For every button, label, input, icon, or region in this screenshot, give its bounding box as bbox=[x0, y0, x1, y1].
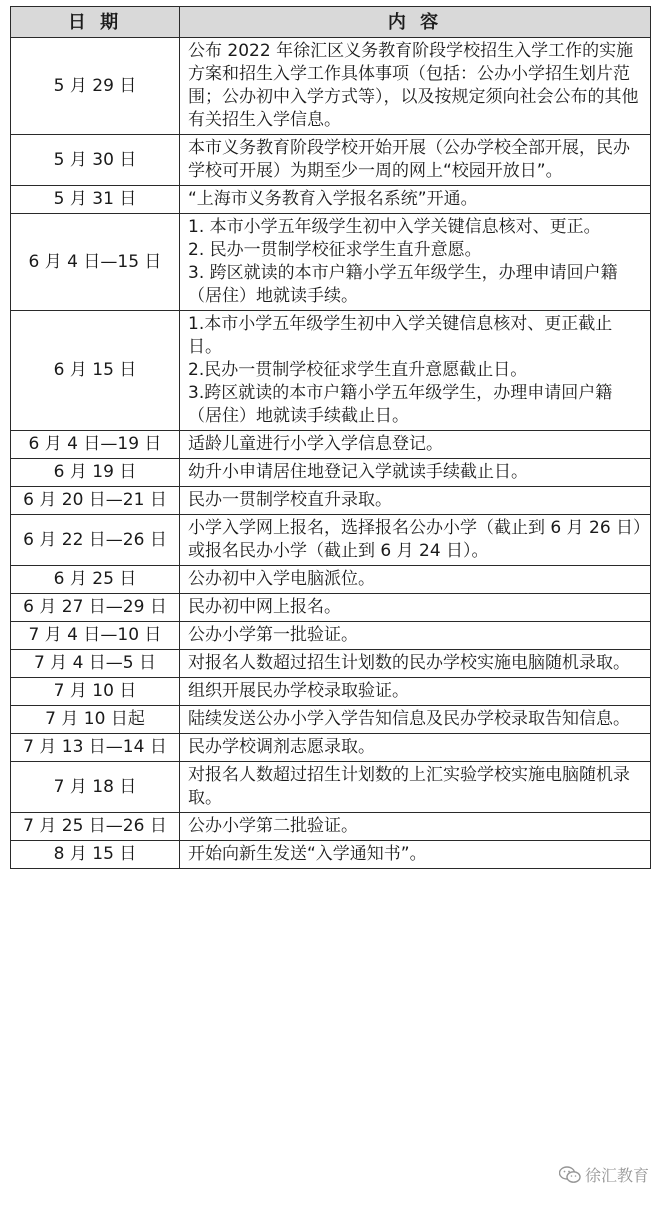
content-line: 2.民办一贯制学校征求学生直升意愿截止日。 bbox=[188, 360, 528, 380]
content-line: 小学入学网上报名，选择报名公办小学（截止到 6 月 26 日）或报名民办小学（截止到 6 月 24 日）。 bbox=[188, 518, 642, 561]
table-row bbox=[11, 762, 651, 813]
date-cell: 6 月 25 日 bbox=[11, 566, 180, 594]
table-row bbox=[11, 566, 651, 594]
date-cell: 6 月 19 日 bbox=[11, 459, 180, 487]
table-row bbox=[11, 186, 651, 214]
table-row bbox=[11, 678, 651, 706]
content-line: 2. 民办一贯制学校征求学生直升意愿。 bbox=[188, 240, 482, 260]
content-line: “上海市义务教育入学报名系统”开通。 bbox=[188, 189, 478, 209]
content-line: 3. 跨区就读的本市户籍小学五年级学生，办理申请回户籍（居住）地就读手续。 bbox=[188, 263, 618, 306]
watermark bbox=[559, 1163, 649, 1186]
content-line: 本市义务教育阶段学校开始开展（公办学校全部开展，民办学校可开展）为期至少一周的网上“校园开放日”。 bbox=[188, 138, 630, 181]
content-line: 民办初中网上报名。 bbox=[188, 597, 341, 617]
table-row bbox=[11, 311, 651, 431]
table-row bbox=[11, 594, 651, 622]
date-cell: 6 月 4 日—19 日 bbox=[11, 431, 180, 459]
content-cell bbox=[180, 135, 651, 186]
content-cell bbox=[180, 622, 651, 650]
enrollment-schedule-table bbox=[10, 6, 651, 869]
content-line: 幼升小申请居住地登记入学就读手续截止日。 bbox=[188, 462, 528, 482]
content-line: 公办小学第一批验证。 bbox=[188, 625, 358, 645]
table-row bbox=[11, 813, 651, 841]
content-line: 民办学校调剂志愿录取。 bbox=[188, 737, 375, 757]
date-cell: 7 月 18 日 bbox=[11, 762, 180, 813]
content-line: 对报名人数超过招生计划数的上汇实验学校实施电脑随机录取。 bbox=[188, 765, 630, 808]
table-row bbox=[11, 622, 651, 650]
content-cell bbox=[180, 762, 651, 813]
date-cell: 5 月 29 日 bbox=[11, 38, 180, 135]
date-cell: 7 月 10 日起 bbox=[11, 706, 180, 734]
content-cell bbox=[180, 38, 651, 135]
wechat-icon bbox=[559, 1166, 581, 1184]
date-cell: 7 月 4 日—10 日 bbox=[11, 622, 180, 650]
watermark-text: 徐汇教育 bbox=[584, 1166, 649, 1185]
content-line: 陆续发送公办小学入学告知信息及民办学校录取告知信息。 bbox=[188, 709, 630, 729]
table-row bbox=[11, 214, 651, 311]
content-line: 开始向新生发送“入学通知书”。 bbox=[188, 844, 427, 864]
table-row bbox=[11, 431, 651, 459]
date-cell: 7 月 13 日—14 日 bbox=[11, 734, 180, 762]
content-line: 1.本市小学五年级学生初中入学关键信息核对、更正截止日。 bbox=[188, 314, 613, 357]
date-cell: 6 月 15 日 bbox=[11, 311, 180, 431]
content-cell bbox=[180, 566, 651, 594]
date-cell: 6 月 4 日—15 日 bbox=[11, 214, 180, 311]
table-row bbox=[11, 38, 651, 135]
date-cell: 7 月 10 日 bbox=[11, 678, 180, 706]
table-row bbox=[11, 459, 651, 487]
content-cell bbox=[180, 459, 651, 487]
content-column-header: 内 容 bbox=[180, 7, 651, 38]
date-cell: 5 月 30 日 bbox=[11, 135, 180, 186]
content-line: 适龄儿童进行小学入学信息登记。 bbox=[188, 434, 443, 454]
table-row bbox=[11, 650, 651, 678]
table-row bbox=[11, 841, 651, 869]
content-cell bbox=[180, 650, 651, 678]
content-line: 对报名人数超过招生计划数的民办学校实施电脑随机录取。 bbox=[188, 653, 630, 673]
table-row bbox=[11, 515, 651, 566]
content-cell bbox=[180, 594, 651, 622]
content-cell bbox=[180, 734, 651, 762]
content-cell bbox=[180, 186, 651, 214]
table-header-row bbox=[11, 7, 651, 38]
date-cell: 6 月 20 日—21 日 bbox=[11, 487, 180, 515]
content-cell bbox=[180, 311, 651, 431]
content-cell bbox=[180, 487, 651, 515]
content-cell bbox=[180, 431, 651, 459]
date-cell: 6 月 27 日—29 日 bbox=[11, 594, 180, 622]
content-line: 组织开展民办学校录取验证。 bbox=[188, 681, 409, 701]
content-line: 公办初中入学电脑派位。 bbox=[188, 569, 375, 589]
content-cell bbox=[180, 214, 651, 311]
table-body bbox=[11, 38, 651, 869]
table-row bbox=[11, 487, 651, 515]
content-cell bbox=[180, 841, 651, 869]
date-column-header: 日 期 bbox=[11, 7, 180, 38]
date-cell: 5 月 31 日 bbox=[11, 186, 180, 214]
table-row bbox=[11, 706, 651, 734]
table-row bbox=[11, 135, 651, 186]
content-cell bbox=[180, 706, 651, 734]
content-line: 民办一贯制学校直升录取。 bbox=[188, 490, 392, 510]
date-cell: 6 月 22 日—26 日 bbox=[11, 515, 180, 566]
content-line: 公布 2022 年徐汇区义务教育阶段学校招生入学工作的实施方案和招生入学工作具体事项（包括：公办小学招生划片范围；公办初中入学方式等），以及按规定须向社会公布的其他有关招生入学信息。 bbox=[188, 41, 639, 130]
table-row bbox=[11, 734, 651, 762]
date-cell: 8 月 15 日 bbox=[11, 841, 180, 869]
content-line: 1. 本市小学五年级学生初中入学关键信息核对、更正。 bbox=[188, 217, 601, 237]
content-cell bbox=[180, 678, 651, 706]
date-cell: 7 月 25 日—26 日 bbox=[11, 813, 180, 841]
content-cell bbox=[180, 515, 651, 566]
content-line: 3.跨区就读的本市户籍小学五年级学生，办理申请回户籍（居住）地就读手续截止日。 bbox=[188, 383, 613, 426]
date-cell: 7 月 4 日—5 日 bbox=[11, 650, 180, 678]
content-line: 公办小学第二批验证。 bbox=[188, 816, 358, 836]
content-cell bbox=[180, 813, 651, 841]
